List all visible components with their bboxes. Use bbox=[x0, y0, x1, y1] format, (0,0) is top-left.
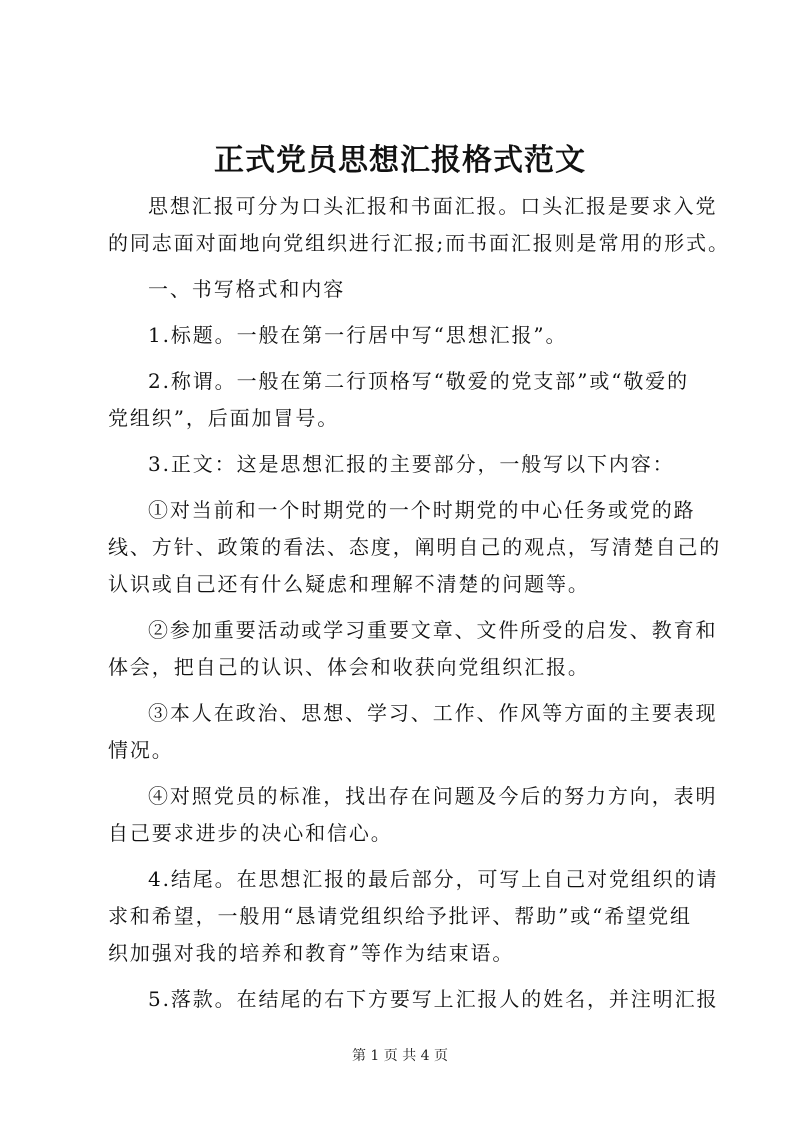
paragraph-line: 求和希望，一般用“恳请党组织给予批评、帮助”或“希望党组 bbox=[108, 904, 692, 928]
paragraph-line: 党组织”，后面加冒号。 bbox=[108, 406, 340, 430]
paragraph-line: 织加强对我的培养和教育”等作为结束语。 bbox=[108, 941, 515, 965]
body-paragraph bbox=[108, 188, 730, 262]
page-footer: 第 1 页 共 4 页 bbox=[351, 1048, 449, 1064]
paragraph-line: ④对照党员的标准，找出存在问题及今后的努力方向，表明 bbox=[148, 784, 718, 808]
paragraph-line: 1.标题。一般在第一行居中写“思想汇报”。 bbox=[148, 323, 568, 347]
paragraph-line: 自己要求进步的决心和信心。 bbox=[108, 821, 393, 845]
paragraph-line: ②参加重要活动或学习重要文章、文件所受的启发、教育和 bbox=[148, 618, 718, 642]
paragraph-line: 3.正文：这是思想汇报的主要部分，一般写以下内容： bbox=[148, 452, 675, 476]
body-paragraph bbox=[108, 363, 698, 437]
body-paragraph bbox=[108, 446, 698, 483]
body-paragraph bbox=[108, 612, 718, 686]
paragraph-line: 思想汇报可分为口头汇报和书面汇报。口头汇报是要求入党 bbox=[148, 194, 718, 218]
body-paragraph bbox=[108, 492, 722, 603]
body-paragraph bbox=[108, 271, 698, 308]
body-paragraph bbox=[108, 981, 719, 1018]
paragraph-line: ①对当前和一个时期党的一个时期党的中心任务或党的路 bbox=[148, 498, 696, 522]
body-paragraph bbox=[108, 861, 719, 972]
paragraph-line: 情况。 bbox=[108, 738, 174, 762]
paragraph-line: 认识或自己还有什么疑虑和理解不清楚的问题等。 bbox=[108, 572, 590, 596]
paragraph-line: 线、方针、政策的看法、态度，阐明自己的观点，写清楚自己的 bbox=[108, 535, 722, 559]
body-paragraph bbox=[108, 695, 718, 769]
body-paragraph bbox=[108, 778, 718, 852]
document-title: 正式党员思想汇报格式范文 bbox=[214, 143, 586, 178]
paragraph-line: 5.落款。在结尾的右下方要写上汇报人的姓名，并注明汇报 bbox=[148, 987, 719, 1011]
paragraph-line: 2.称谓。一般在第二行顶格写“敬爱的党支部”或“敬爱的 bbox=[148, 369, 690, 393]
body-paragraph bbox=[108, 317, 698, 354]
document-body bbox=[108, 188, 730, 1027]
paragraph-line: ③本人在政治、思想、学习、工作、作风等方面的主要表现 bbox=[148, 701, 718, 725]
paragraph-line: 一、书写格式和内容 bbox=[148, 277, 346, 301]
paragraph-line: 的同志面对面地向党组织进行汇报;而书面汇报则是常用的形式。 bbox=[108, 231, 730, 255]
paragraph-line: 体会，把自己的认识、体会和收获向党组织汇报。 bbox=[108, 655, 590, 679]
paragraph-line: 4.结尾。在思想汇报的最后部分，可写上自己对党组织的请 bbox=[148, 867, 719, 891]
